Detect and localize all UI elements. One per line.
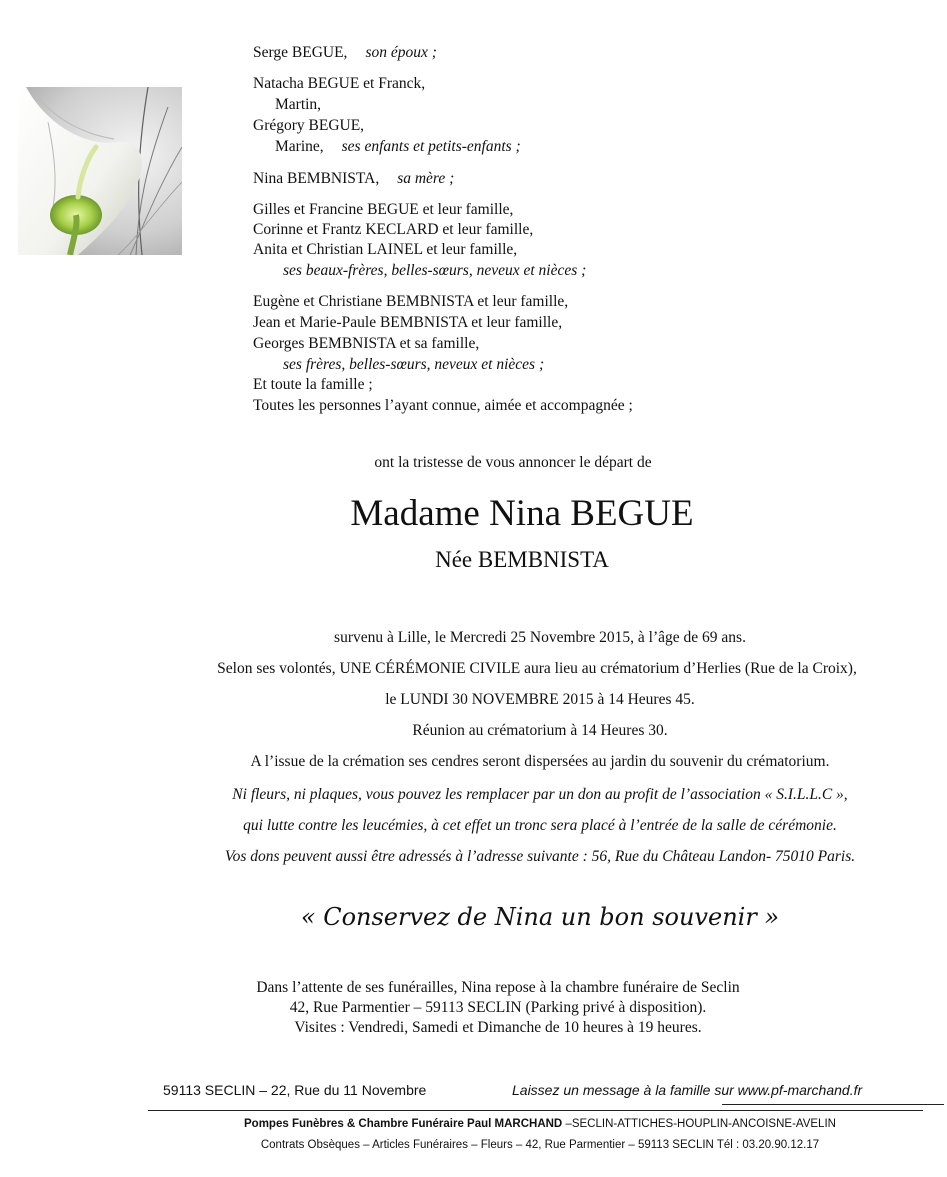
- calla-lily-image: [18, 87, 182, 255]
- footer-address: 59113 SECLIN – 22, Rue du 11 Novembre: [163, 1082, 427, 1098]
- family-line: Corinne et Frantz KECLARD et leur famille,: [253, 221, 534, 238]
- footer-website-message[interactable]: Laissez un message à la famille sur www.pf-marchand.fr: [512, 1082, 863, 1098]
- rest-line: 42, Rue Parmentier – 59113 SECLIN (Parking privé à disposition).: [289, 999, 707, 1016]
- detail-line: A l’issue de la crémation ses cendres seront dispersées au jardin du souvenir du crématorium.: [250, 753, 830, 770]
- grandchild-name: Marine,: [275, 138, 324, 155]
- family-line-children: [253, 137, 521, 157]
- detail-line-donation: qui lutte contre les leucémies, à cet effet un tronc sera placé à l’entrée de la salle de cérémonie.: [243, 817, 837, 834]
- rest-line: Visites : Vendredi, Samedi et Dimanche de 10 heures à 19 heures.: [294, 1019, 702, 1036]
- detail-line: le LUNDI 30 NOVEMBRE 2015 à 14 Heures 45.: [385, 691, 695, 708]
- footer-divider: [148, 1110, 923, 1111]
- detail-line-donation: Vos dons peuvent aussi être adressés à l’adresse suivante : 56, Rue du Château Landon- 75010 Paris.: [224, 848, 856, 865]
- family-line: Eugène et Christiane BEMBNISTA et leur famille,: [253, 293, 569, 310]
- company-name: Pompes Funèbres & Chambre Funéraire Paul MARCHAND: [244, 1118, 563, 1130]
- family-line: Et toute la famille ;: [253, 376, 373, 393]
- footer-contact: Contrats Obsèques – Articles Funéraires – Fleurs – 42, Rue Parmentier – 59113 SECLIN Tél : 03.20.90.12.17: [260, 1139, 820, 1151]
- mother-role: sa mère ;: [397, 170, 455, 187]
- footer-company: [150, 1118, 930, 1130]
- memorial-quote: « Conservez de Nina un bon souvenir »: [300, 903, 780, 931]
- company-locations: –SECLIN-ATTICHES-HOUPLIN-ANCOISNE-AVELIN: [562, 1118, 836, 1130]
- husband-role: son époux ;: [365, 44, 437, 61]
- family-line-husband: [253, 43, 437, 63]
- detail-line: Selon ses volontés, UNE CÉRÉMONIE CIVILE aura lieu au crématorium d’Herlies (Rue de la Croix),: [217, 660, 857, 677]
- husband-name: Serge BEGUE,: [253, 44, 348, 61]
- children-role: ses enfants et petits-enfants ;: [341, 138, 521, 155]
- detail-line-donation: Ni fleurs, ni plaques, vous pouvez les remplacer par un don au profit de l’association « S.I.L.L.C »,: [232, 786, 848, 803]
- family-line: Toutes les personnes l’ayant connue, aimée et accompagnée ;: [253, 397, 633, 414]
- family-line-mother: [253, 169, 454, 189]
- family-line: Georges BEMBNISTA et sa famille,: [253, 335, 480, 352]
- footer-divider-short: [722, 1104, 944, 1105]
- announcement-intro: ont la tristesse de vous annoncer le départ de: [374, 454, 652, 471]
- deceased-name: Madame Nina BEGUE: [350, 493, 694, 534]
- family-line: Anita et Christian LAINEL et leur famille,: [253, 241, 518, 258]
- family-line: Natacha BEGUE et Franck,: [253, 75, 426, 92]
- family-role-line: ses beaux-frères, belles-sœurs, neveux et nièces ;: [283, 262, 587, 279]
- detail-line: survenu à Lille, le Mercredi 25 Novembre 2015, à l’âge de 69 ans.: [334, 629, 746, 646]
- family-line: Gilles et Francine BEGUE et leur famille,: [253, 201, 514, 218]
- rest-line: Dans l’attente de ses funérailles, Nina repose à la chambre funéraire de Seclin: [256, 979, 740, 996]
- family-line: Martin,: [275, 96, 322, 113]
- detail-line: Réunion au crématorium à 14 Heures 30.: [412, 722, 668, 739]
- family-role-line: ses frères, belles-sœurs, neveux et nièces ;: [283, 356, 545, 373]
- mother-name: Nina BEMBNISTA,: [253, 170, 380, 187]
- calla-lily-icon: [18, 87, 182, 255]
- family-line: Grégory BEGUE,: [253, 117, 365, 134]
- maiden-name: Née BEMBNISTA: [435, 547, 609, 572]
- family-line: Jean et Marie-Paule BEMBNISTA et leur famille,: [253, 314, 563, 331]
